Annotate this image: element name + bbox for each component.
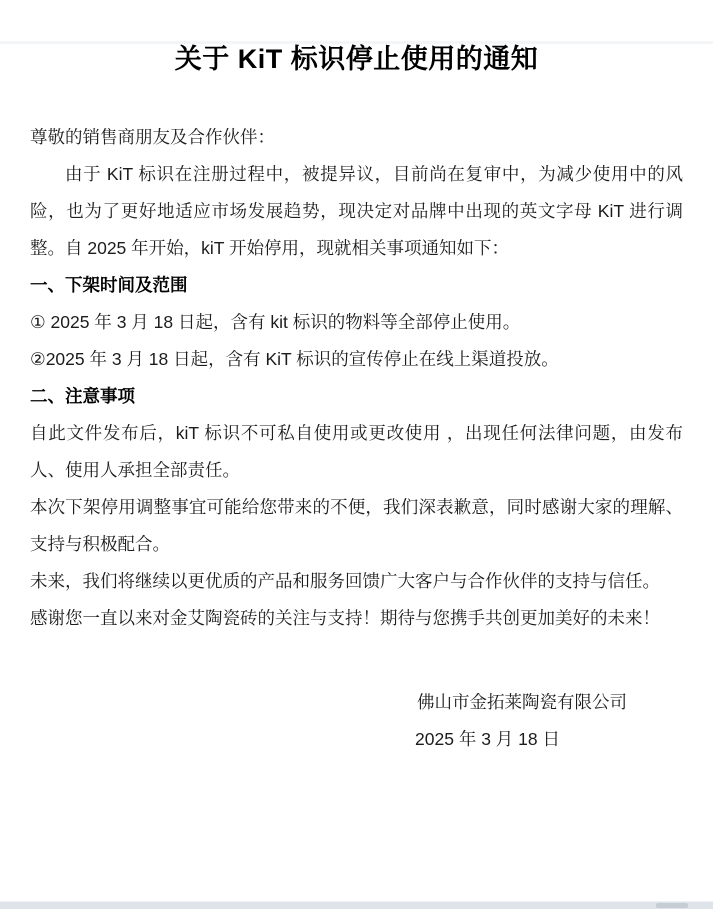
scope-item-2: ②2025 年 3 月 18 日起，含有 KiT 标识的宣传停止在线上渠道投放。 <box>30 349 559 369</box>
intro-paragraph: 由于 KiT 标识在注册过程中，被提异议，目前尚在复审中，为减少使用中的风险，也为了更好地适应市场发展趋势，现决定对品牌中出现的英文字母 KiT 进行调整。自 2025 年开始，kiT 开始停用，现就相关事项通知如下： <box>30 164 683 258</box>
notes-paragraph-apology: 本次下架停用调整事宜可能给您带来的不便，我们深表歉意，同时感谢大家的理解、支持与积极配合。 <box>30 497 683 554</box>
salutation: 尊敬的销售商朋友及合作伙伴： <box>30 127 275 147</box>
horizontal-scrollbar[interactable] <box>0 901 713 909</box>
section-heading-scope: 一、下架时间及范围 <box>30 275 188 295</box>
horizontal-scrollbar-thumb[interactable] <box>656 903 688 908</box>
section-heading-notes: 二、注意事项 <box>30 386 135 406</box>
document-page <box>0 41 713 909</box>
notice-document <box>0 41 713 758</box>
document-body <box>30 119 683 637</box>
signature-company: 佛山市金拓莱陶瓷有限公司 <box>417 692 627 712</box>
notes-paragraph-future: 未来，我们将继续以更优质的产品和服务回馈广大客户与合作伙伴的支持与信任。 <box>30 571 660 591</box>
notes-paragraph-liability: 自此文件发布后，kiT 标识不可私自使用或更改使用 ，出现任何法律问题，由发布人、使用人承担全部责任。 <box>30 423 683 480</box>
scope-item-1: ① 2025 年 3 月 18 日起，含有 kit 标识的物料等全部停止使用。 <box>30 312 521 332</box>
signature-block <box>30 684 683 758</box>
window-top-edge <box>0 41 713 44</box>
document-title: 关于 KiT 标识停止使用的通知 <box>174 44 539 74</box>
signature-date: 2025 年 3 月 18 日 <box>415 729 560 749</box>
notes-paragraph-thanks: 感谢您一直以来对金艾陶瓷砖的关注与支持！期待与您携手共创更加美好的未来！ <box>30 608 660 628</box>
